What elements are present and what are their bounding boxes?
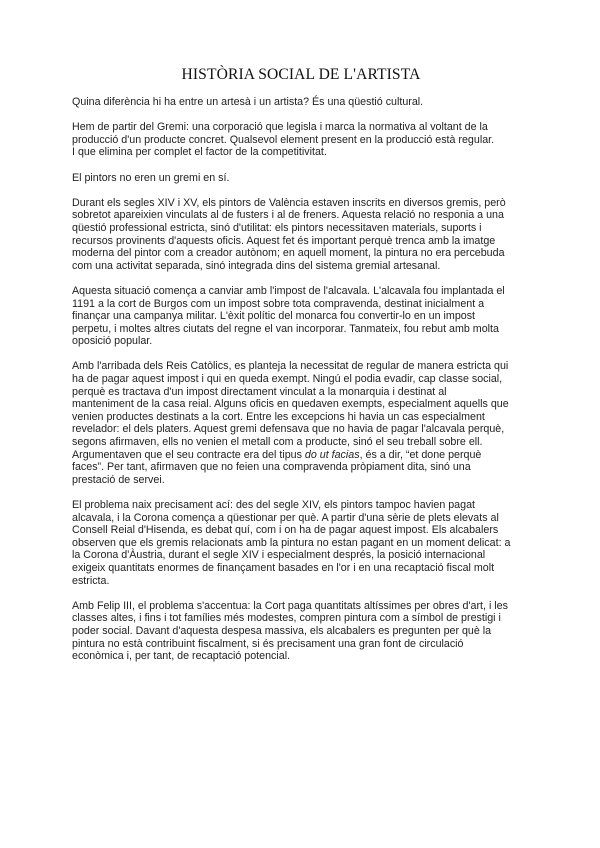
text-line: producció d'un producte concret. Qualsevol element present en la producció està regular. — [72, 133, 495, 146]
text-line: finançar una campanya militar. L'èxit polític del monarca fou convertir-lo en un impost — [72, 310, 476, 323]
paragraph — [72, 499, 530, 587]
text-line: pintura no està contribuint fiscalment, si és precisament una gran font de circulació — [72, 637, 464, 650]
text-line: 1191 a la cort de Burgos com un impost sobre tota compravenda, destinat inicialment a — [72, 297, 485, 310]
text-line: Hem de partir del Gremi: una corporació que legisla i marca la normativa al voltant de la — [72, 121, 488, 134]
text-line: oposició popular. — [72, 335, 153, 348]
text-line: moderna del pintor com a creador autònom; en aquell moment, la pintura no era percebuda — [72, 247, 505, 260]
text-line: Consell Reial d'Hisenda, es debat quí, com i on ha de pagar aquest impost. Els alcabalers — [72, 524, 499, 537]
document-title: HISTÒRIA SOCIAL DE L'ARTISTA — [181, 66, 421, 83]
paragraph — [72, 285, 530, 348]
text-line: la Corona d'Àustria, durant el segle XIV i especialment després, la posició internacional — [72, 549, 486, 562]
text-line: El problema naix precisament ací: des del segle XIV, els pintors tampoc havien pagat — [72, 499, 475, 511]
text-line: venien productes destinats a la cort. Entre les excepcions hi havia un cas especialment — [72, 410, 485, 423]
text-line: faces”. Per tant, afirmaven que no feien una compravenda pròpiament dita, sinó una — [72, 461, 471, 474]
text-line: segons afirmaven, ells no venien el metall com a producte, sinó el seu treball sobre ell. — [72, 436, 483, 449]
paragraph — [72, 172, 530, 185]
text-line: manteniment de la casa reial. Alguns oficis en quedaven exempts, especialment aquells que — [72, 398, 509, 411]
paragraph — [72, 96, 530, 109]
text-line: Durant els segles XIV i XV, els pintors de València estaven inscrits en diversos gremis, però — [72, 196, 506, 209]
text-line: observen que els gremis relacionats amb la pintura no estan pagant en un moment delicat: a — [72, 536, 511, 549]
text-segment: Argumentaven que el seu contracte era del tipus — [72, 448, 305, 461]
latin-term-italic: do ut facias — [304, 448, 360, 461]
text-line: Amb Felip III, el problema s'accentua: la Cort paga quantitats altíssimes per obres d'art, i les — [72, 599, 508, 612]
text-line: qüestió professional estricta, sinó d'utilitat: els pintors necessitaven materials, suports i — [72, 221, 482, 234]
text-line: exigeix quantitats enormes de finançament basades en l'or i en una recaptació fiscal molt — [72, 561, 495, 574]
text-line: sobretot apareixien vinculats al de fusters i al de freners. Aquesta relació no responia a una — [72, 209, 504, 222]
document-page — [72, 66, 530, 675]
text-line: Amb l'arribada dels Reis Catòlics, es planteja la necessitat de regular de manera estricta qui — [72, 360, 509, 373]
text-line — [72, 449, 530, 462]
paragraph — [72, 600, 530, 663]
text-line: perquè es tractava d'un impost directament vinculat a la monarquia i destinat al — [72, 385, 447, 398]
text-line: recursos provinents d'aquests oficis. Aquest fet és important perquè trenca amb la imatge — [72, 234, 496, 247]
text-line: perpetu, i moltes altres ciutats del regne el van incorporar. Tanmateix, fou rebut amb molta — [72, 322, 499, 335]
text-line: revelador: el dels platers. Aquest gremi defensava que no havia de pagar l'alcavala perquè, — [72, 423, 505, 436]
paragraph — [72, 197, 530, 273]
text-line: Quina diferència hi ha entre un artesà i un artista? És una qüestió cultural. — [72, 96, 424, 108]
text-line: prestació de servei. — [72, 473, 165, 486]
text-line: econòmica i, per tant, de recaptació potencial. — [72, 650, 291, 663]
text-segment: , és a dir, “et done perquè — [359, 448, 482, 461]
document-body — [72, 96, 530, 663]
text-line: Aquesta situació comença a canviar amb l'impost de l'alcavala. L'alcavala fou implantada el — [72, 284, 505, 297]
text-line: I que elimina per complet el factor de la competitivitat. — [72, 146, 327, 159]
text-line: El pintors no eren un gremi en sí. — [72, 171, 230, 184]
text-line: poder social. Davant d'aquesta despesa massiva, els alcabalers es pregunten per què la — [72, 624, 492, 637]
text-line: ha de pagar aquest impost i qui en queda exempt. Ningú el podia evadir, cap classe social, — [72, 373, 503, 386]
text-line: alcavala, i la Corona comença a qüestionar per què. A partir d'una sèrie de plets elevats al — [72, 511, 499, 524]
text-line: estricta. — [72, 574, 110, 587]
paragraph — [72, 360, 530, 486]
paragraph — [72, 121, 530, 159]
text-line: classes altes, i fins i tot famílies més modestes, compren pintura com a símbol de prestigi i — [72, 612, 501, 625]
text-line: com una activitat separada, sinó integrada dins del sistema gremial artesanal. — [72, 259, 441, 272]
